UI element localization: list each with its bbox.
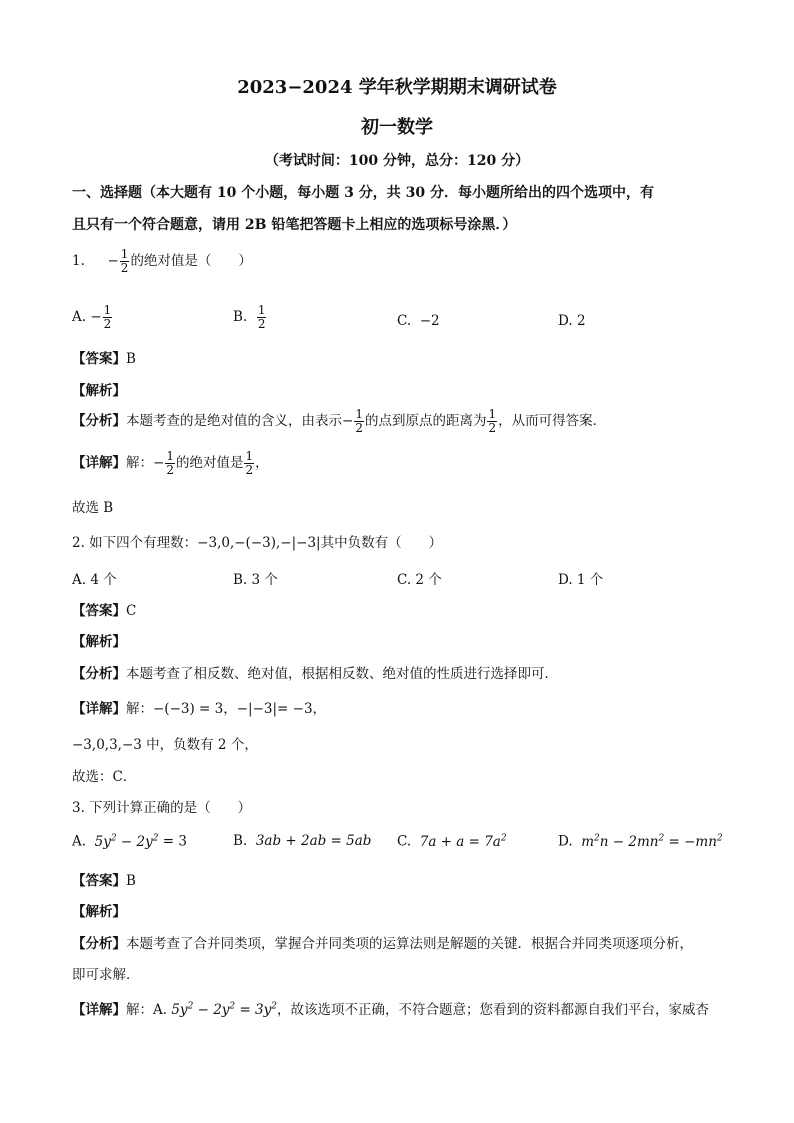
q3-option-b: B. 3ab + 2ab = 5ab: [233, 833, 372, 849]
exam-meta: （考试时间：100 分钟，总分：120 分）: [264, 153, 530, 169]
q3-option-d: D. $m^2n - 2mn^2 = -mn^2$: [558, 833, 723, 850]
q2-option-b: B. 3 个: [233, 572, 278, 588]
q1-answer: 【答案】B: [72, 351, 136, 367]
q3-answer: 【答案】B: [72, 873, 136, 889]
q1-option-d: D. 2: [558, 313, 586, 329]
q3-fenxi-line2: 即可求解．: [72, 967, 140, 983]
q2-option-d: D. 1 个: [558, 572, 604, 588]
q1-option-a: A. − $\frac{1}{2}$: [72, 303, 112, 331]
section-heading-line1: 一、选择题（本大题有 10 个小题，每小题 3 分，共 30 分．每小题所给出的四个选项中，有: [72, 185, 654, 201]
q2-option-c: C. 2 个: [397, 572, 442, 588]
q1-fraction: $\frac{1}{2}$: [120, 247, 129, 275]
q1-analysis-label: 【解析】: [72, 383, 126, 399]
q2-conclusion: 故选：C．: [72, 769, 137, 785]
q3-analysis-label: 【解析】: [72, 904, 126, 920]
q2-detail: 【详解】解：−(−3) = 3，−|−3|= −3，: [72, 701, 327, 717]
q2-option-a: A. 4 个: [72, 572, 117, 588]
q1-fenxi: 【分析】本题考查的是绝对值的含义，由表示− $\frac{1}{2}$ 的点到原点的距离为 $\frac{1}{2}$ ，从而可得答案．: [72, 407, 607, 435]
q2-answer: 【答案】C: [72, 603, 137, 619]
q2-stem: 2. 如下四个有理数：−3,0,−(−3),−|−3|其中负数有（ ）: [72, 535, 443, 551]
q3-fenxi-line1: 【分析】本题考查了合并同类项，掌握合并同类项的运算法则是解题的关键．根据合并同类项逐项分析，: [72, 936, 693, 952]
q3-option-c: C. $7a + a = 7a^2$: [397, 833, 507, 850]
q1-text: 的绝对值是（ ）: [130, 253, 252, 269]
q1-neg-sign: −: [107, 253, 119, 269]
q1-detail: 【详解】解：− $\frac{1}{2}$ 的绝对值是 $\frac{1}{2}$ ，: [72, 449, 269, 477]
q2-analysis-label: 【解析】: [72, 634, 126, 650]
q1-option-c: C. −2: [397, 313, 440, 329]
section-heading-line2: 且只有一个符合题意，请用 2B 铅笔把答题卡上相应的选项标号涂黑．）: [72, 217, 517, 233]
q3-stem: 3. 下列计算正确的是（ ）: [72, 800, 252, 816]
q3-option-a: A. $5y^2 - 2y^2 = 3$: [72, 833, 187, 850]
exam-title: 2023−2024 学年秋学期期末调研试卷: [237, 77, 557, 98]
exam-subtitle: 初一数学: [361, 117, 433, 138]
q2-fenxi: 【分析】本题考查了相反数、绝对值，根据相反数、绝对值的性质进行选择即可．: [72, 666, 558, 682]
q3-detail: 【详解】解：A. $5y^2 - 2y^2 = 3y^2$，故该选项不正确，不符合题意；您看到的资料都源自我们平台，家威杏: [72, 1001, 710, 1018]
q1-number: 1.: [72, 253, 85, 269]
q1-stem: [72, 248, 252, 275]
q1-conclusion: 故选 B: [72, 500, 114, 516]
q2-line2: −3,0,3,−3 中，负数有 2 个，: [72, 737, 258, 753]
q1-option-b: B. $\frac{1}{2}$: [233, 303, 266, 331]
